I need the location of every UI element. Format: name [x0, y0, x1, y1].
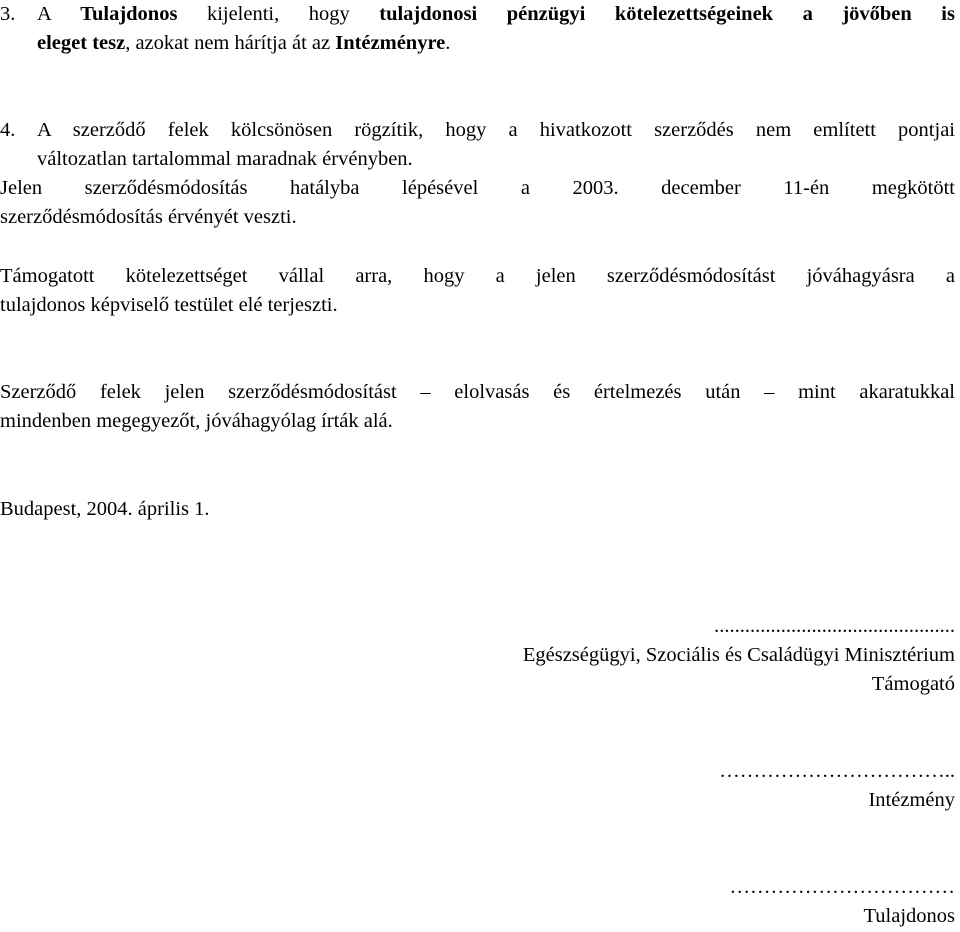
item-3-line-2 — [37, 29, 450, 57]
item-3-number: 3. — [0, 3, 16, 25]
item-4-line-2: változatlan tartalommal maradnak érvényben. — [37, 148, 413, 170]
owner-role: Tulajdonos — [863, 905, 955, 927]
ministry-signature-line: ............................................... — [714, 615, 955, 637]
signing-paragraph-line-1: Szerződő felek jelen szerződésmódosítást – elolvasás és értelmezés után – mint akaratukkal — [0, 381, 955, 403]
support-paragraph-line-1: Támogatott kötelezettséget vállal arra, hogy a jelen szerződésmódosítást jóváhagyásra a — [0, 265, 955, 287]
owner-signature-line: …………………………… — [729, 876, 955, 898]
item-3-bold-obligations: tulajdonosi pénzügyi kötelezettségeinek a jövőben is — [379, 3, 955, 25]
item-4-line-3: Jelen szerződésmódosítás hatályba lépésével a 2003. december 11-én megkötött — [0, 177, 955, 199]
item-3-bold-tulajdonos: Tulajdonos — [80, 3, 178, 25]
item-3-text-a: A — [37, 3, 81, 25]
institution-signature-line: …………………………….. — [719, 760, 955, 782]
item-3-bold-eleget: eleget tesz — [37, 32, 126, 54]
item-3-text-b: kijelenti, hogy — [177, 3, 380, 25]
item-3-text-c: , azokat nem hárítja át az — [125, 32, 336, 54]
ministry-name: Egészségügyi, Szociális és Családügyi Minisztérium — [522, 644, 955, 666]
item-4-number: 4. — [0, 119, 16, 141]
item-4-line-4: szerződésmódosítás érvényét veszti. — [0, 206, 297, 228]
item-3-line-1 — [37, 0, 955, 28]
place-date: Budapest, 2004. április 1. — [0, 498, 210, 520]
signing-paragraph-line-2: mindenben megegyezőt, jóváhagyólag írták alá. — [0, 410, 393, 432]
item-3-bold-intezmeny: Intézményre — [335, 32, 446, 54]
ministry-role: Támogató — [871, 673, 955, 695]
support-paragraph-line-2: tulajdonos képviselő testület elé terjeszti. — [0, 294, 338, 316]
institution-role: Intézmény — [868, 789, 955, 811]
item-3-text-d: . — [445, 32, 451, 54]
item-4-line-1: A szerződő felek kölcsönösen rögzítik, hogy a hivatkozott szerződés nem említett pontjai — [37, 119, 955, 141]
